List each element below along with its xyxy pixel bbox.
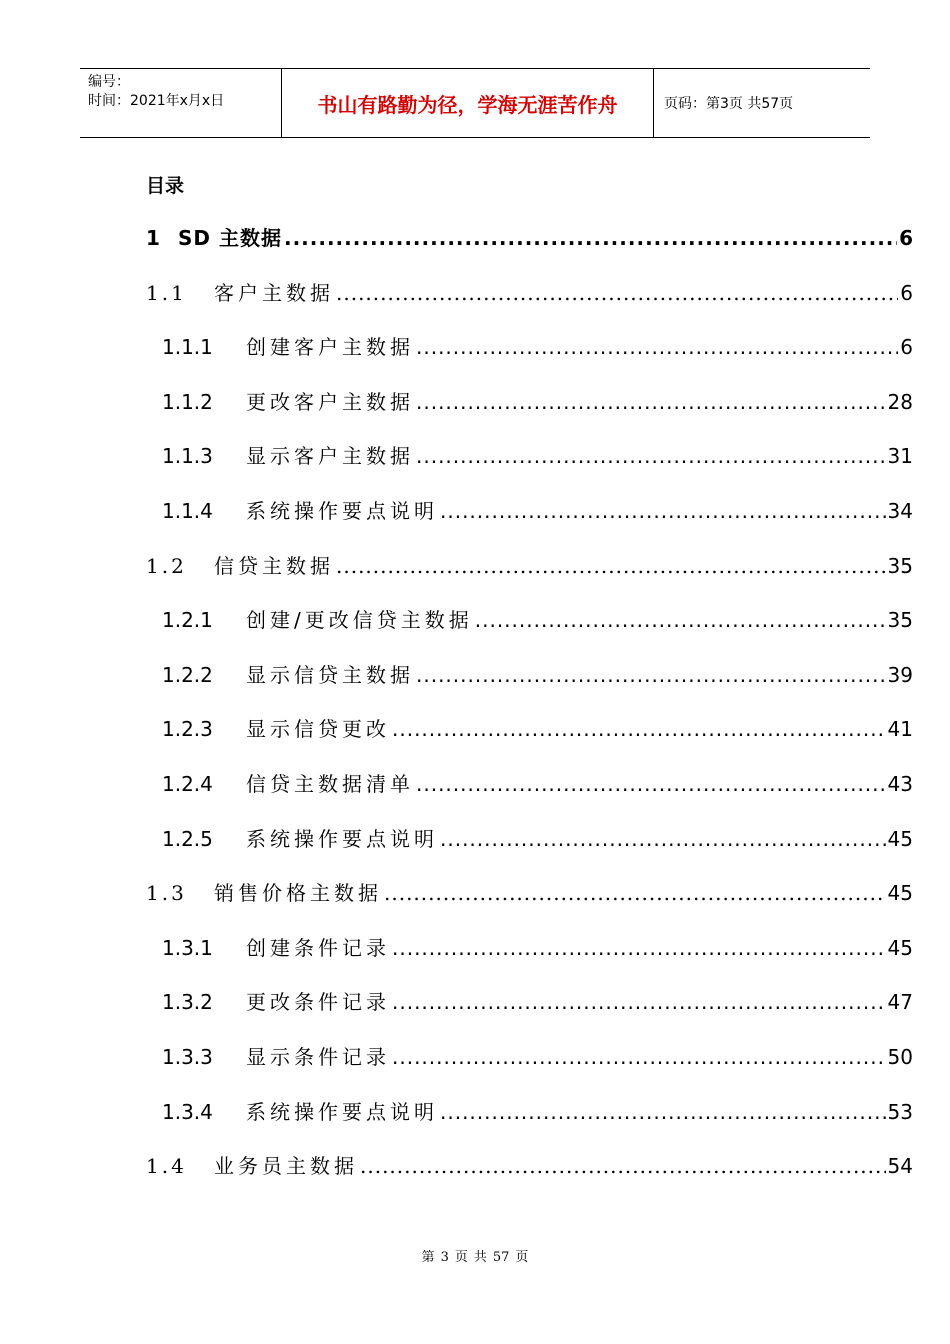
toc-entry-page: 35 <box>887 553 913 578</box>
header-left-cell <box>80 69 282 137</box>
toc-dot-leader <box>392 936 886 960</box>
toc-entry-page: 6 <box>900 280 913 305</box>
header-motto: 书山有路勤为径，学海无涯苦作舟 <box>282 69 654 137</box>
toc-entry-title: 显示信贷主数据 <box>246 662 414 687</box>
toc-dot-leader <box>416 390 886 414</box>
toc-entry-page: 45 <box>887 826 913 851</box>
toc-entry-title: 系统操作要点说明 <box>246 499 438 523</box>
toc-dot-leader <box>360 1154 886 1178</box>
toc-dot-leader <box>440 499 886 523</box>
toc-entry-page: 47 <box>887 990 913 1015</box>
toc-entry[interactable] <box>146 495 913 527</box>
toc-entry-title: 更改客户主数据 <box>246 389 414 414</box>
toc-entry-title: 显示信贷更改 <box>246 717 390 742</box>
toc-dot-leader <box>440 1100 886 1124</box>
footer-ye2: 页 <box>515 1250 529 1265</box>
toc-entry-page: 6 <box>900 335 913 360</box>
toc-dot-leader <box>392 990 886 1014</box>
toc-entry-number: 1.3 <box>146 881 187 906</box>
toc-entry[interactable] <box>146 932 913 964</box>
toc-dot-leader <box>416 663 886 687</box>
toc-entry[interactable] <box>146 823 913 855</box>
toc-entry-page: 34 <box>887 499 913 523</box>
toc-entry[interactable] <box>146 1096 913 1128</box>
toc-dot-leader <box>392 717 886 741</box>
toc-entry-title: 客户主数据 <box>214 280 334 305</box>
toc-entry[interactable] <box>146 222 913 254</box>
toc-entry-title: 更改条件记录 <box>246 990 390 1015</box>
toc-entry[interactable] <box>146 1041 913 1073</box>
toc-entry-number: 1.2.1 <box>162 608 213 633</box>
toc-entry-number: 1.2.4 <box>162 772 213 796</box>
header-page-info: 页码：第3页 共57页 <box>664 96 794 112</box>
toc-entry[interactable] <box>146 604 913 636</box>
toc-entry[interactable] <box>146 768 913 800</box>
toc-entry-title: 创建条件记录 <box>246 935 390 960</box>
toc-dot-leader <box>416 335 898 359</box>
toc-entry[interactable] <box>146 277 913 309</box>
toc-entry-number: 1.4 <box>146 1154 187 1179</box>
toc-entry-number: 1.2.5 <box>162 826 213 851</box>
toc-entry-title: 业务员主数据 <box>214 1154 358 1179</box>
toc-entry-number: 1.1.1 <box>162 335 213 360</box>
toc-dot-leader <box>416 772 886 796</box>
toc-dot-leader <box>336 554 886 578</box>
toc-entry[interactable] <box>146 1150 913 1182</box>
toc-dot-leader <box>384 881 886 905</box>
toc-entry-page: 45 <box>887 935 913 960</box>
toc-entry-title: 销售价格主数据 <box>214 881 382 906</box>
toc-entry-title: 信贷主数据 <box>214 553 334 578</box>
toc-dot-leader <box>392 1045 886 1069</box>
toc-entry-number: 1.1.2 <box>162 389 213 414</box>
toc-dot-leader <box>284 226 897 250</box>
footer-total: 57 <box>492 1250 510 1265</box>
toc-entry[interactable] <box>146 550 913 582</box>
toc-entry-number: 1.3.1 <box>162 935 213 960</box>
toc-entry-number: 1.2.3 <box>162 717 213 742</box>
page-footer <box>0 1246 950 1265</box>
toc-title: 目录 <box>146 175 185 197</box>
toc-dot-leader <box>416 444 886 468</box>
toc-entry-page: 43 <box>887 772 913 796</box>
toc-entry-number: 1.1 <box>146 280 187 305</box>
code-label: 编号： <box>88 74 130 90</box>
toc-entry-title: 显示条件记录 <box>246 1045 390 1069</box>
toc-entry-number: 1.2.2 <box>162 662 213 687</box>
toc-entry[interactable] <box>146 440 913 472</box>
toc-dot-leader <box>475 608 886 632</box>
page-header <box>80 68 870 138</box>
toc-entry-number: 1 <box>146 226 160 250</box>
footer-ye: 页 <box>454 1250 468 1265</box>
toc-entry[interactable] <box>146 713 913 745</box>
toc-entry-number: 1.3.4 <box>162 1099 213 1124</box>
toc-entry-page: 6 <box>899 226 913 250</box>
toc-entry-number: 1.3.2 <box>162 990 213 1015</box>
toc-entry-page: 45 <box>887 881 913 906</box>
time-label: 时间：2021年x月x日 <box>88 93 225 109</box>
toc-entry-title: 创建客户主数据 <box>246 335 414 360</box>
toc-entry-title: 创建/更改信贷主数据 <box>246 608 473 633</box>
toc-entry-title: 显示客户主数据 <box>246 444 414 469</box>
toc-entry-page: 31 <box>887 444 913 469</box>
toc-entry-page: 35 <box>887 608 913 633</box>
toc-entry-title: SD 主数据 <box>178 226 282 250</box>
toc-entry-page: 50 <box>887 1045 913 1069</box>
toc-entry[interactable] <box>146 986 913 1018</box>
toc-entry[interactable] <box>146 331 913 363</box>
toc-entry[interactable] <box>146 877 913 909</box>
toc-entry-number: 1.2 <box>146 553 187 578</box>
toc-entry-page: 41 <box>887 717 913 742</box>
footer-gong: 共 <box>473 1250 487 1265</box>
toc-dot-leader <box>336 281 898 305</box>
toc-entry[interactable] <box>146 386 913 418</box>
toc-entry-number: 1.1.4 <box>162 499 213 523</box>
toc-entry-title: 信贷主数据清单 <box>246 772 414 796</box>
toc-entry-number: 1.3.3 <box>162 1045 213 1069</box>
toc-dot-leader <box>440 827 886 851</box>
toc-entry-page: 28 <box>887 389 913 414</box>
toc-entry-title: 系统操作要点说明 <box>246 1099 438 1124</box>
toc-entry-page: 53 <box>887 1099 913 1124</box>
toc-entry-number: 1.1.3 <box>162 444 213 469</box>
toc-entry-page: 39 <box>887 662 913 687</box>
toc-entry[interactable] <box>146 659 913 691</box>
toc-entry-title: 系统操作要点说明 <box>246 826 438 851</box>
footer-di: 第 <box>421 1250 435 1265</box>
footer-page: 3 <box>440 1250 449 1265</box>
toc-entry-page: 54 <box>887 1154 913 1179</box>
